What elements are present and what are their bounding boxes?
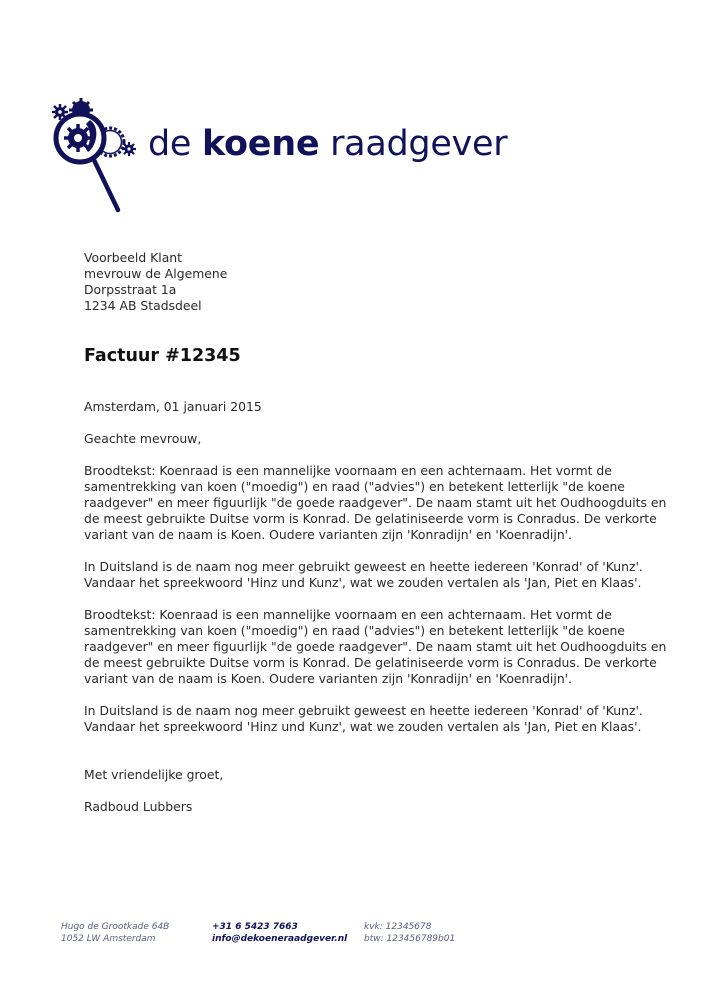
footer-contact (212, 921, 347, 945)
company-name-part-3: raadgever (330, 124, 508, 164)
salutation: Geachte mevrouw, (84, 431, 202, 446)
footer-street: Hugo de Grootkade 64B (61, 922, 170, 932)
paragraph-line: Broodtekst: Koenraad is een mannelijke voornaam en een achternaam. Het vormt de (84, 463, 612, 478)
date-line: Amsterdam, 01 januari 2015 (84, 399, 262, 414)
paragraph-line: Vandaar het spreekwoord 'Hinz und Kunz', wat we zouden vertalen als 'Jan, Piet en Klaas'. (84, 575, 642, 590)
closing: Met vriendelijke groet, (84, 767, 224, 782)
paragraph-line: samentrekking van koen ("moedig") en raad ("advies") en betekent letterlijk "de koene (84, 623, 625, 638)
paragraph-line: Vandaar het spreekwoord 'Hinz und Kunz', wat we zouden vertalen als 'Jan, Piet en Klaas'. (84, 719, 642, 734)
footer-postal-city: 1052 LW Amsterdam (61, 934, 156, 944)
recipient-name: Voorbeeld Klant (84, 250, 182, 265)
paragraph-line: samentrekking van koen ("moedig") en raad ("advies") en betekent letterlijk "de koene (84, 479, 625, 494)
company-logo (48, 98, 508, 223)
body-paragraph (84, 559, 654, 591)
invoice-title: Factuur #12345 (84, 346, 241, 366)
footer-btw: btw: 123456789b01 (364, 934, 456, 944)
paragraph-line: In Duitsland is de naam nog meer gebruikt geweest en heette iedereen 'Konrad' of 'Kunz'. (84, 703, 643, 718)
paragraph-line: variant van de naam is Koen. Oudere varianten zijn 'Konradijn' en 'Koenradijn'. (84, 527, 573, 542)
footer-email[interactable]: info@dekoeneraadgever.nl (212, 934, 348, 944)
company-name-part-1: de (148, 124, 192, 164)
signature: Radboud Lubbers (84, 799, 193, 814)
paragraph-line: In Duitsland is de naam nog meer gebruikt geweest en heette iedereen 'Konrad' of 'Kunz'. (84, 559, 643, 574)
letter-body (84, 399, 667, 831)
paragraph-line: raadgever" en meer figuurlijk "de goede raadgever". De naam stamt uit het Oudhoogduits en (84, 639, 667, 654)
body-paragraph (84, 607, 667, 687)
paragraph-line: de meest gebruikte Duitse vorm is Konrad. De gelatiniseerde vorm is Conradus. De verkorte (84, 511, 657, 526)
paragraph-line: variant van de naam is Koen. Oudere varianten zijn 'Konradijn' en 'Koenradijn'. (84, 671, 573, 686)
paragraph-line: de meest gebruikte Duitse vorm is Konrad. De gelatiniseerde vorm is Conradus. De verkorte (84, 655, 657, 670)
company-name (148, 124, 507, 164)
recipient-postal-city: 1234 AB Stadsdeel (84, 298, 202, 313)
footer-kvk: kvk: 12345678 (364, 922, 432, 932)
body-paragraph (84, 703, 654, 735)
footer-address (61, 921, 169, 945)
body-paragraph (84, 463, 667, 543)
magnifier-gears-icon (48, 98, 143, 223)
footer-registration (364, 921, 455, 945)
recipient-contact: mevrouw de Algemene (84, 266, 228, 281)
recipient-street: Dorpsstraat 1a (84, 282, 177, 297)
paragraph-line: raadgever" en meer figuurlijk "de goede raadgever". De naam stamt uit het Oudhoogduits en (84, 495, 667, 510)
paragraph-line: Broodtekst: Koenraad is een mannelijke voornaam en een achternaam. Het vormt de (84, 607, 612, 622)
recipient-address (84, 250, 227, 314)
company-name-part-2: koene (201, 124, 320, 164)
footer-phone[interactable]: +31 6 5423 7663 (212, 922, 298, 932)
